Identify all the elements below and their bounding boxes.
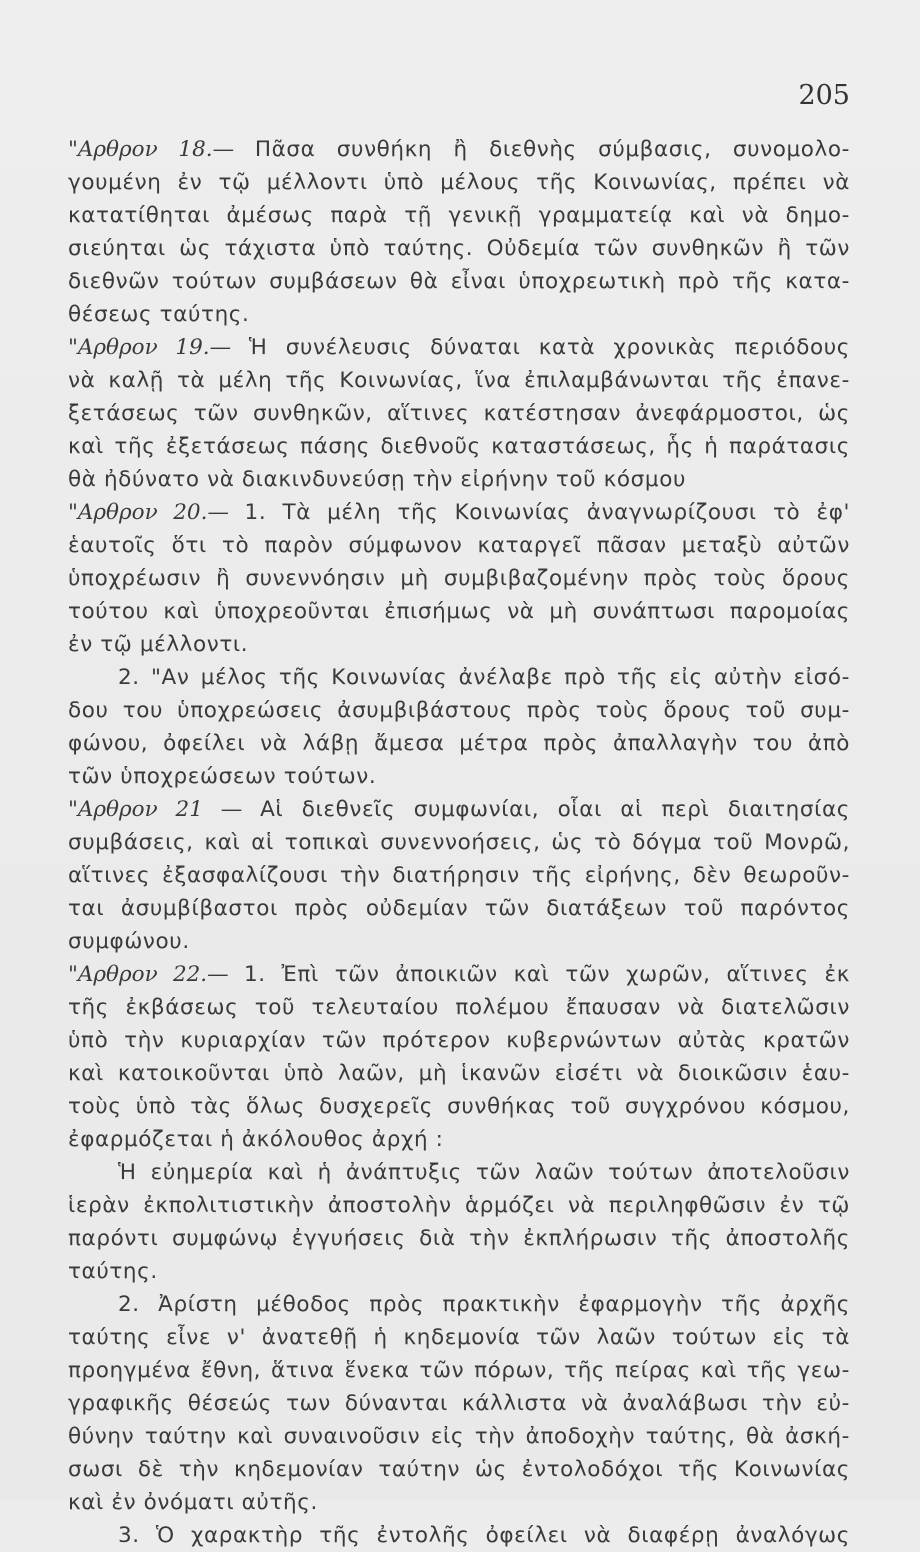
line-text: Ἡ εὐημερία καὶ ἡ ἀνάπτυξις τῶν λαῶν τούτων ἀποτελοῦσιν [118, 1160, 850, 1185]
text-line [68, 1486, 850, 1519]
line-text: νὰ καλῇ τὰ μέλη τῆς Κοινωνίας, ἵνα ἐπιλαμβάνωνται τῆς ἐπανε- [68, 368, 850, 393]
line-text: θὰ ἠδύνατο νὰ διακινδυνεύσῃ τὴν εἰρήνην τοῦ κόσμου [68, 467, 686, 492]
text-line [68, 1288, 850, 1321]
text-line [68, 1321, 850, 1354]
text-line [68, 727, 850, 760]
line-text: τῶν ὑποχρεώσεων τούτων. [68, 764, 377, 789]
text-line [68, 199, 850, 232]
line-text: τῆς ἐκβάσεως τοῦ τελευταίου πολέμου ἔπαυσαν νὰ διατελῶσιν [68, 995, 850, 1020]
article-heading: "Αρθρον 18.— [68, 137, 255, 162]
text-line [68, 1519, 850, 1552]
text-line [68, 1189, 850, 1222]
text-line [68, 232, 850, 265]
text-line [68, 793, 850, 826]
line-text: παρόντι συμφώνῳ ἐγγυήσεις διὰ τὴν ἐκπλήρωσιν τῆς ἀποστολῆς [68, 1226, 850, 1251]
body-text [68, 133, 850, 1552]
text-line [68, 1255, 850, 1288]
article-heading: "Αρθρον 19.— [68, 335, 249, 360]
text-line [68, 529, 850, 562]
text-line [68, 397, 850, 430]
line-text: καὶ ἐν ὀνόματι αὐτῆς. [68, 1490, 318, 1515]
text-line [68, 1057, 850, 1090]
line-text: καὶ κατοικοῦνται ὑπὸ λαῶν, μὴ ἱκανῶν εἰσέτι νὰ διοικῶσιν ἑαυ- [68, 1061, 850, 1086]
text-line [68, 133, 850, 166]
line-text: 2. Ἀρίστη μέθοδος πρὸς πρακτικὴν ἐφαρμογὴν τῆς ἀρχῆς [118, 1292, 850, 1317]
text-line [68, 463, 850, 496]
line-text: σιεύηται ὡς τάχιστα ὑπὸ ταύτης. Οὐδεμία τῶν συνθηκῶν ἢ τῶν [68, 236, 850, 261]
line-text: τούτου καὶ ὑποχρεοῦνται ἐπισήμως νὰ μὴ συνάπτωσι παρομοίας [68, 599, 850, 624]
line-text: ταύτης. [68, 1259, 158, 1284]
text-line [68, 1420, 850, 1453]
text-line [68, 595, 850, 628]
line-text: θύνην ταύτην καὶ συναινοῦσιν εἰς τὴν ἀποδοχὴν ταύτης, θὰ ἀσκή- [68, 1424, 850, 1449]
text-line [68, 826, 850, 859]
text-line [68, 1453, 850, 1486]
text-line [68, 1354, 850, 1387]
line-text: ὑπὸ τὴν κυριαρχίαν τῶν πρότερον κυβερνώντων αὐτὰς κρατῶν [68, 1028, 850, 1053]
text-line [68, 166, 850, 199]
line-text: συμφώνου. [68, 929, 190, 954]
text-line [68, 628, 850, 661]
line-text: συμβάσεις, καὶ αἱ τοπικαὶ συνεννοήσεις, ὡς τὸ δόγμα τοῦ Μονρῶ, [68, 830, 850, 855]
page-number: 205 [798, 80, 850, 111]
line-text: ἐφαρμόζεται ἡ ἀκόλουθος ἀρχή : [68, 1127, 444, 1152]
text-line [68, 430, 850, 463]
line-text: καὶ τῆς ἐξετάσεως πάσης διεθνοῦς καταστάσεως, ἧς ἡ παράτασις [68, 434, 850, 459]
text-line [68, 364, 850, 397]
line-text: θέσεως ταύτης. [68, 302, 250, 327]
line-text: τοὺς ὑπὸ τὰς ὅλως δυσχερεῖς συνθήκας τοῦ συγχρόνου κόσμου, [68, 1094, 850, 1119]
line-text: Πᾶσα συνθήκη ἢ διεθνὴς σύμβασις, συνομολο- [254, 137, 850, 162]
line-text: ξετάσεως τῶν συνθηκῶν, αἵτινες κατέστησαν ἀνεφάρμοστοι, ὡς [68, 401, 850, 426]
text-line [68, 694, 850, 727]
text-line [68, 265, 850, 298]
text-line [68, 760, 850, 793]
text-line [68, 1123, 850, 1156]
article-heading: "Αρθρον 20.— [68, 500, 245, 525]
text-line [68, 562, 850, 595]
line-text: κατατίθηται ἀμέσως παρὰ τῇ γενικῇ γραμματείᾳ καὶ νὰ δημο- [68, 203, 850, 228]
line-text: ἐν τῷ μέλλοντι. [68, 632, 249, 657]
text-line [68, 1387, 850, 1420]
line-text: διεθνῶν τούτων συμβάσεων θὰ εἶναι ὑποχρεωτικὴ πρὸ τῆς κατα- [68, 269, 850, 294]
text-line [68, 496, 850, 529]
line-text: Αἱ διεθνεῖς συμφωνίαι, οἷαι αἱ περὶ διαιτησίας [260, 797, 850, 822]
line-text: ὑποχρέωσιν ἢ συνεννόησιν μὴ συμβιβαζομένην πρὸς τοὺς ὅρους [68, 566, 850, 591]
line-text: αἵτινες ἐξασφαλίζουσι τὴν διατήρησιν τῆς εἰρήνης, δὲν θεωροῦν- [68, 863, 850, 888]
line-text: ταύτης εἶνε ν' ἀνατεθῇ ἡ κηδεμονία τῶν λαῶν τούτων εἰς τὰ [68, 1325, 850, 1350]
line-text: 3. Ὁ χαρακτὴρ τῆς ἐντολῆς ὀφείλει νὰ διαφέρῃ ἀναλόγως [118, 1523, 850, 1548]
line-text: Ἡ συνέλευσις δύναται κατὰ χρονικὰς περιόδους [248, 335, 850, 360]
line-text: 1. Ἐπὶ τῶν ἀποικιῶν καὶ τῶν χωρῶν, αἵτινες ἐκ [243, 962, 850, 987]
line-text: φώνου, ὀφείλει νὰ λάβῃ ἄμεσα μέτρα πρὸς ἀπαλλαγὴν του ἀπὸ [68, 731, 850, 756]
line-text: προηγμένα ἔθνη, ἅτινα ἕνεκα τῶν πόρων, τῆς πείρας καὶ τῆς γεω- [68, 1358, 850, 1383]
line-text: δου του ὑποχρεώσεις ἀσυμβιβάστους πρὸς τοὺς ὅρους τοῦ συμ- [68, 698, 850, 723]
text-line [68, 331, 850, 364]
line-text: 1. Τὰ μέλη τῆς Κοινωνίας ἀναγνωρίζουσι τὸ ἐφ' [244, 500, 850, 525]
text-line [68, 925, 850, 958]
text-line [68, 1156, 850, 1189]
line-text: ἱερὰν ἐκπολιτιστικὴν ἀποστολὴν ἁρμόζει νὰ περιληφθῶσιν ἐν τῷ [68, 1193, 850, 1218]
text-line [68, 958, 850, 991]
text-line [68, 1222, 850, 1255]
text-line [68, 661, 850, 694]
line-text: γραφικῆς θέσεώς των δύνανται κάλλιστα νὰ ἀναλάβωσι τὴν εὐ- [68, 1391, 850, 1416]
text-line [68, 991, 850, 1024]
text-line [68, 1090, 850, 1123]
line-text: 2. "Αν μέλος τῆς Κοινωνίας ἀνέλαβε πρὸ τῆς εἰς αὐτὴν εἰσό- [118, 665, 850, 690]
line-text: ἑαυτοῖς ὅτι τὸ παρὸν σύμφωνον καταργεῖ πᾶσαν μεταξὺ αὐτῶν [68, 533, 850, 558]
text-line [68, 892, 850, 925]
text-line [68, 859, 850, 892]
text-line [68, 298, 850, 331]
line-text: ται ἀσυμβίβαστοι πρὸς οὐδεμίαν τῶν διατάξεων τοῦ παρόντος [68, 896, 850, 921]
text-line [68, 1024, 850, 1057]
article-heading: "Αρθρον 21 — [68, 797, 261, 822]
line-text: σωσι δὲ τὴν κηδεμονίαν ταύτην ὡς ἐντολοδόχοι τῆς Κοινωνίας [68, 1457, 850, 1482]
line-text: γουμένη ἐν τῷ μέλλοντι ὑπὸ μέλους τῆς Κοινωνίας, πρέπει νὰ [68, 170, 850, 195]
article-heading: "Αρθρον 22.— [68, 962, 244, 987]
